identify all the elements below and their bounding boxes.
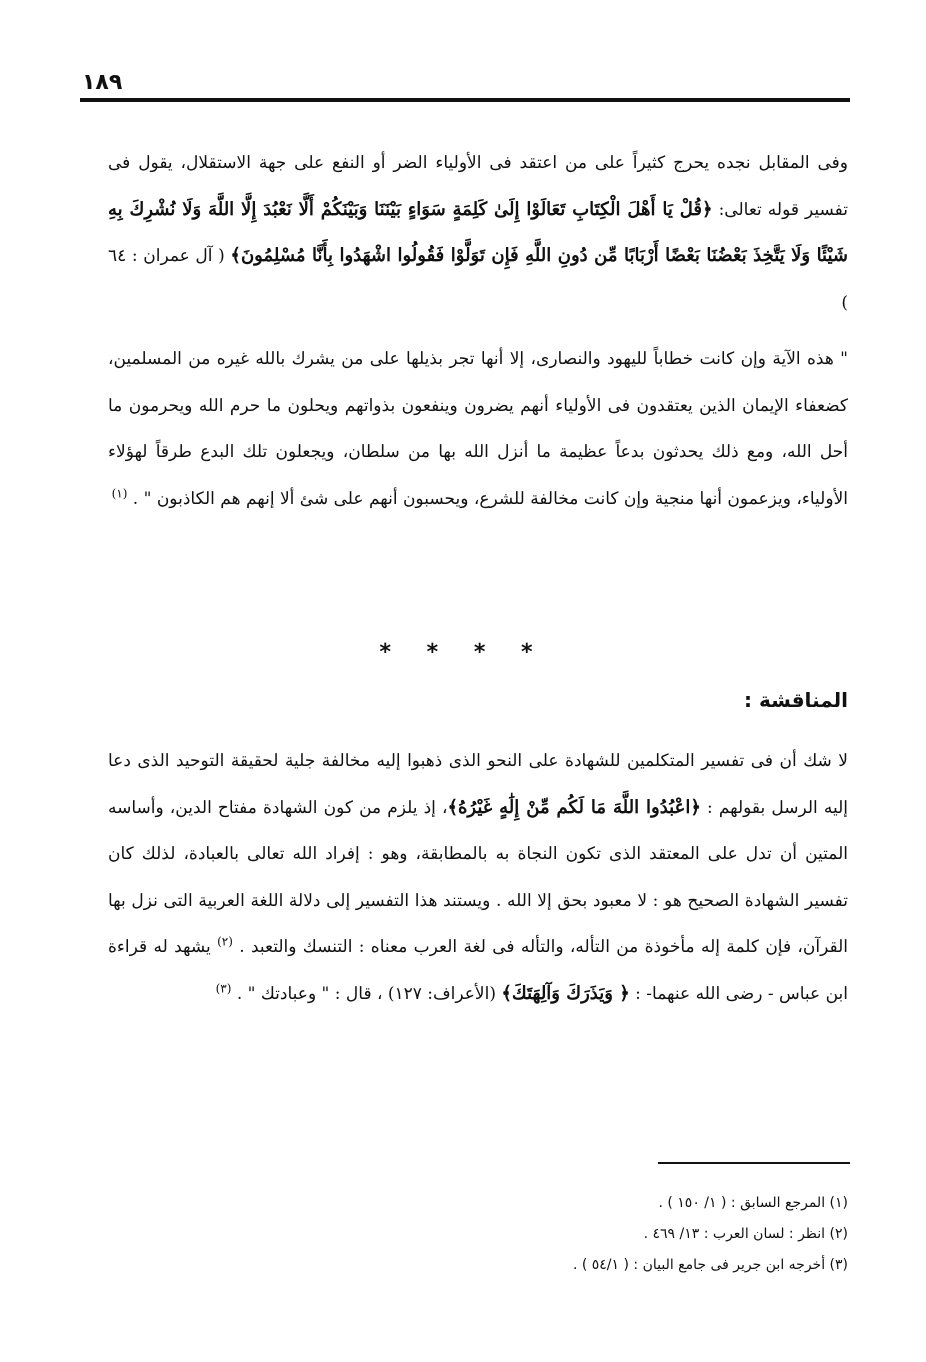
footnote-1: (١) المرجع السابق : ( ١/ ١٥٠ ) .: [658, 1195, 848, 1211]
paragraph-3-text-2: ، إذ يلزم من كون الشهادة مفتاح الدين، وأساسه المتين أن تدل على المعتقد الذى تكون النجاة به بالمطابقة، وهو : إفراد الله تعالى بالعبادة، لذلك كان تفسير الشهادة الصحيح هو : لا معبود بحق إلا الله . ويستند هذا التفسير إلى دلالة اللغة العربية التى نزل بها القرآن، فإن كلمة إله مأخوذة من التأله، والتأله فى لغة العرب معناه : التنسك والتعبد .: [108, 797, 849, 957]
section-heading: المناقشة :: [744, 688, 848, 712]
paragraph-3-text-1: لا شك أن فى تفسير المتكلمين للشهادة على النحو الذى ذهبوا إليه مخالفة جلية لحقيقة التوحيد الذى دعا إليه الرسل بقولهم :: [108, 751, 848, 818]
paragraph-3: [108, 738, 848, 1017]
footnotes: [348, 1188, 848, 1281]
footnote-ref-1: (١): [111, 485, 128, 500]
paragraph-3-text-4: (الأعراف: ١٢٧) ، قال : " وعبادتك " .: [231, 983, 502, 1004]
verse-citation: ( آل عمران : ٦٤ ): [108, 246, 848, 313]
paragraph-1-text: وفى المقابل نجده يحرج كثيراً على من اعتقد فى الأولياء الضر أو النفع على جهة الاستقلال، يقول فى تفسير قوله تعالى:: [108, 153, 849, 220]
quran-verse-al-araf-127: ﴿ وَيَذَرَكَ وَآلِهَتَكَ﴾: [501, 982, 630, 1004]
quran-verse-worship-allah: ﴿اعْبُدُوا اللَّهَ مَا لَكُم مِّنْ إِلَٰهٍ غَيْرُهُ﴾: [447, 796, 701, 818]
paragraph-2-text: " هذه الآية وإن كانت خطاباً لليهود والنصارى، إلا أنها تجر بذيلها على من يشرك بالله غيره من المسلمين، كضعفاء الإيمان الذين يعتقدون فى الأولياء أنهم يضرون وينفعون بذواتهم ويحلون ما حرم الله ويحرمون ما أحل الله، ومع ذلك يحدثون بدعاً عظيمة ما أنزل الله بها من سلطان، ويجعلون تلك البدع طرقاً لهؤلاء الأولياء، ويزعمون أنها منجية وإن كانت مخالفة للشرع، ويحسبون أنهم على شئ ألا إنهم هم الكاذبون " .: [108, 349, 849, 509]
footnote-ref-3: (٣): [215, 980, 232, 995]
page-number: ١٨٩: [82, 70, 123, 95]
footnote-ref-2: (٢): [217, 934, 233, 949]
paragraph-2: [108, 336, 848, 522]
footnote-2: (٢) انظر : لسان العرب : ١٣/ ٤٦٩ .: [643, 1226, 848, 1242]
paragraph-1: [108, 140, 848, 326]
footnote-3: (٣) أخرجه ابن جرير فى جامع البيان : ( ٥٤/١ ) .: [572, 1257, 848, 1273]
header-rule: [80, 98, 850, 102]
footnote-rule: [658, 1162, 850, 1164]
quran-verse-al-imran-64: ﴿قُلْ يَا أَهْلَ الْكِتَابِ تَعَالَوْا إِلَىٰ كَلِمَةٍ سَوَاءٍ بَيْنَنَا وَبَيْنَكُمْ أَلَّا نَعْبُدَ إِلَّا اللَّهَ وَلَا نُشْرِكَ بِهِ شَيْئًا وَلَا يَتَّخِذَ بَعْضُنَا بَعْضًا أَرْبَابًا مِّن دُونِ اللَّهِ فَإِن تَوَلَّوْا فَقُولُوا اشْهَدُوا بِأَنَّا مُسْلِمُونَ﴾: [108, 198, 849, 266]
paragraph-3-text-3: يشهد له قراءة ابن عباس - رضى الله عنهما- :: [108, 937, 848, 1004]
section-separator: * * * *: [379, 640, 547, 665]
